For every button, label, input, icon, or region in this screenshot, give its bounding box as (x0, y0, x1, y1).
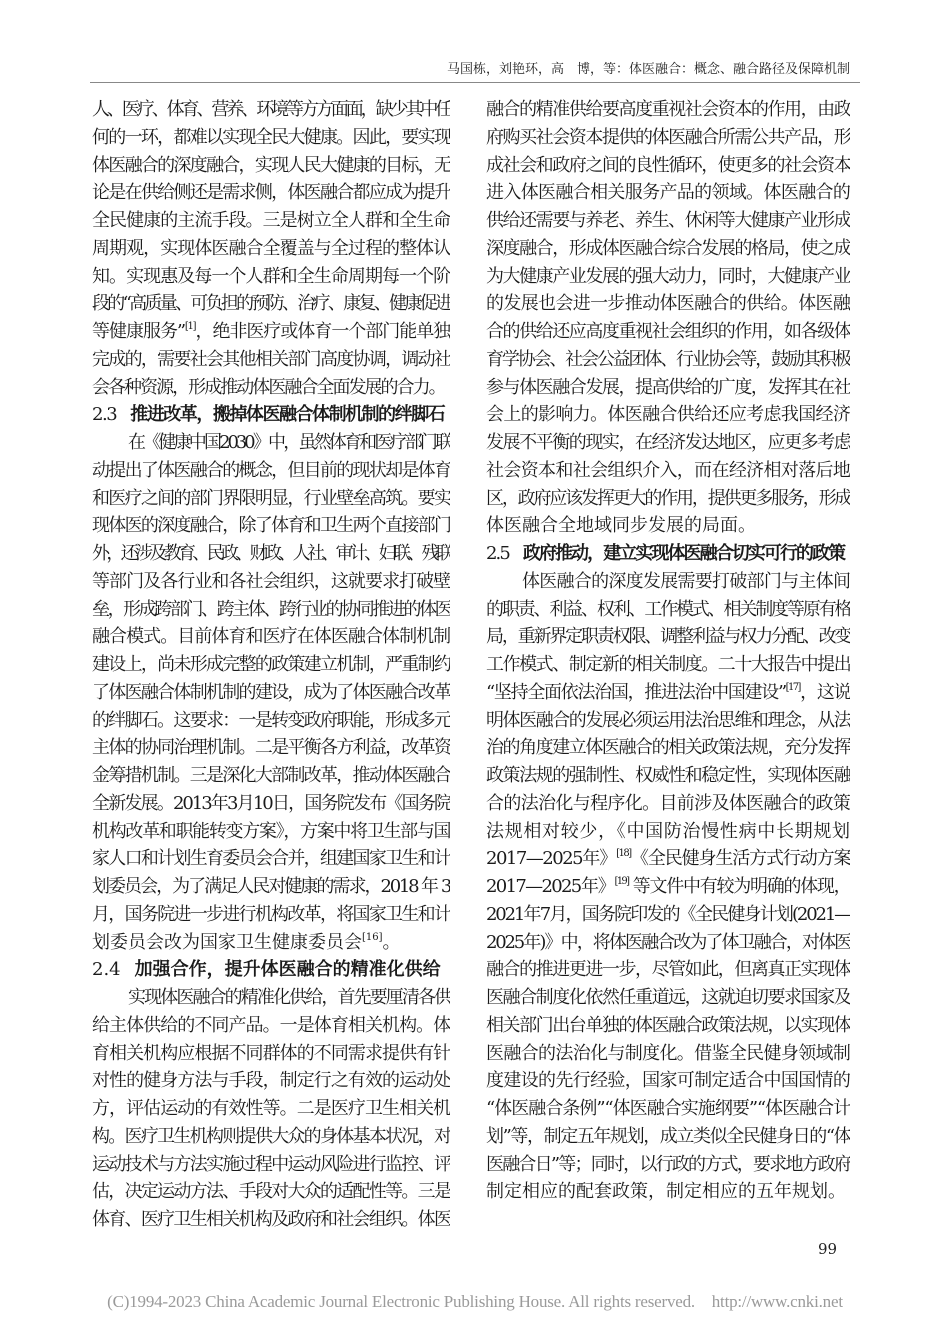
text-line (486, 956, 850, 984)
line-text: 外，还涉及教育、民政、财政、人社、审计、妇联、残联 (92, 543, 450, 564)
line-text: 构。医疗卫生机构则提供大众的身体基本状况，对 (92, 1125, 450, 1147)
line-text: 全民健康的主流手段。三是树立全人群和全生命 (92, 210, 450, 231)
text-line (486, 124, 850, 152)
line-text: ，这说 (799, 681, 850, 703)
line-text: 运动技术与方法实施过程中运动风险进行监控、评 (92, 1153, 450, 1175)
section-title: 加强合作，提升体医融合的精准化供给 (134, 959, 441, 981)
citation-ref: [18] (616, 848, 631, 860)
text-line (92, 235, 450, 263)
line-text: “坚持全面依法治国，推进法治中国建设” (486, 681, 786, 703)
text-line (486, 512, 850, 540)
text-line (92, 179, 450, 207)
text-line (92, 263, 450, 291)
line-text: 现体医的深度融合，除了体育和卫生两个直接部门 (92, 515, 450, 537)
text-line (486, 152, 850, 180)
line-text: 进入体医融合相关服务产品的领域。体医融合的 (486, 182, 850, 204)
line-text: 局，重新界定职责权限、调整利益与权力分配、改变 (486, 626, 850, 648)
text-line (486, 374, 850, 402)
citation-ref: [1] (184, 321, 196, 332)
line-text: 等健康服务” (92, 321, 185, 342)
line-text: 《全民健身生活方式行动方案 (630, 848, 850, 870)
section-number: 2.4 (92, 959, 121, 981)
line-text: 2025年)》中，将体医融合改为了体卫融合，对体医 (486, 931, 850, 953)
text-line (92, 845, 450, 873)
text-line (486, 568, 850, 596)
text-line (486, 1040, 850, 1068)
text-line (486, 263, 850, 291)
text-line (92, 929, 450, 957)
text-line (486, 651, 850, 679)
section-title: 政府推动，建立实现体医融合切实可行的政策 (522, 543, 845, 564)
text-line (486, 1095, 850, 1123)
line-text: 医融合日”等；同时，以行政的方式，要求地方政府 (486, 1153, 850, 1175)
text-line (486, 318, 850, 346)
text-line (486, 179, 850, 207)
line-text: 工作模式、制定新的相关制度。二十大报告中提出 (486, 654, 850, 675)
text-line (486, 734, 850, 762)
line-text: 划”等，制定五年规划，成立类似全民健身日的“体 (486, 1125, 850, 1147)
text-line (92, 318, 450, 346)
text-line (486, 845, 850, 873)
text-line (92, 818, 450, 846)
text-line (92, 540, 450, 568)
line-text: 金筹措机制。三是深化大部制改革，推动体医融合 (92, 765, 450, 786)
text-line (92, 762, 450, 790)
line-text: 度建设的先行经验，国家可制定适合中国国情的 (486, 1070, 850, 1092)
line-text: 融合的推进更进一步，尽管如此，但离真正实现体 (486, 959, 850, 981)
text-line (486, 1123, 850, 1151)
line-text: 育学协会、社会公益团体、行业协会等，鼓励其积极 (486, 348, 850, 370)
line-text: 论是在供给侧还是需求侧，体医融合都应成为提升 (92, 182, 450, 204)
line-text: 深度融合，形成体医融合综合发展的格局，使之成 (486, 237, 850, 259)
text-line (486, 1012, 850, 1040)
text-line (486, 429, 850, 457)
line-text: 2017—2025年》 (486, 848, 617, 870)
text-line (92, 290, 450, 318)
line-text: 会上的影响力。体医融合供给还应考虑我国经济 (486, 404, 850, 426)
line-text: 体医融合全地域同步发展的局面。 (486, 515, 756, 537)
section-number: 2.5 (486, 543, 509, 564)
text-line (92, 429, 450, 457)
line-text: 垒，形成跨部门、跨主体、跨行业的协同推进的体医 (92, 598, 450, 620)
line-text: 融合的精准供给要高度重视社会资本的作用，由政 (486, 99, 850, 120)
citation-ref: [19] (614, 876, 629, 887)
line-text: 建设上，尚未形成完整的政策建立机制，严重制约 (92, 654, 450, 675)
header-divider (90, 82, 860, 83)
section-title: 推进改革，搬掉体医融合体制机制的绊脚石 (130, 404, 445, 426)
text-line (92, 374, 450, 402)
text-line (486, 457, 850, 485)
line-text: 月，国务院进一步进行机构改革，将国家卫生和计 (92, 903, 450, 925)
text-line (486, 207, 850, 235)
line-text: 划委员会，为了满足人民对健康的需求，2018 年 3 (92, 876, 450, 897)
section-heading (486, 540, 850, 568)
line-text: 等文件中有较为明确的体现， (628, 876, 850, 897)
running-head: 马国栋，刘艳环，高 博，等：体医融合：概念、融合路径及保障机制 (446, 62, 850, 77)
text-line (92, 568, 450, 596)
line-text: 社会资本和社会组织介入，而在经济相对落后地 (486, 459, 850, 481)
line-text: 育相关机构应根据不同群体的不同需求提供有针 (92, 1042, 450, 1064)
line-text: 等部门及各行业和各社会组织，这就要求打破壁 (92, 570, 450, 592)
text-line (486, 485, 850, 513)
text-line (92, 734, 450, 762)
text-line (92, 984, 450, 1012)
line-text: 融合模式。目前体育和医疗在体医融合体制机制 (92, 626, 450, 648)
line-text: 法规相对较少，《中国防治慢性病中长期规划 (486, 820, 850, 842)
line-text: 医融合的法治化与制度化。借鉴全民健身领域制 (486, 1042, 850, 1064)
line-text: 段的“高质量、可负担的预防、治疗、康复、健康促进 (92, 293, 450, 315)
line-text: 的职责、利益、权利、工作模式、相关制度等原有格 (486, 598, 850, 620)
text-line (92, 596, 450, 624)
line-text: 政策法规的强制性、权威性和稳定性，实现体医融 (486, 765, 850, 786)
text-line (486, 818, 850, 846)
line-text: 动提出了体医融合的概念，但目前的现状却是体育 (92, 459, 450, 481)
text-line (486, 873, 850, 901)
line-text: 周期观，实现体医融合全覆盖与全过程的整体认 (92, 237, 450, 259)
text-line (486, 707, 850, 735)
line-text: 治的角度建立体医融合的相关政策法规，充分发挥 (486, 737, 850, 759)
text-line (92, 207, 450, 235)
line-text: 何的一环，都难以实现全民大健康。因此，要实现 (92, 126, 450, 148)
line-text: 2021年7月，国务院印发的《全民健身计划(2021— (486, 903, 850, 925)
text-line (486, 596, 850, 624)
text-line (92, 1012, 450, 1040)
line-text: 制定相应的配套政策，制定相应的五年规划。 (486, 1181, 846, 1203)
line-text: 相关部门出台单独的体医融合政策法规，以实现体 (486, 1014, 850, 1036)
text-line (486, 1067, 850, 1095)
line-text: 对性的健身方法与手段，制定行之有效的运动处 (92, 1070, 450, 1092)
left-column (92, 96, 450, 1234)
line-text: 在《健康中国2030》中，虽然体育和医疗部门联 (128, 432, 450, 453)
text-line (486, 929, 850, 957)
text-line (486, 96, 850, 124)
section-number: 2.3 (92, 404, 117, 426)
text-line (92, 1123, 450, 1151)
citation-ref: [17] (785, 681, 800, 693)
line-text: 供给还需要与养老、养生、休闲等大健康产业形成 (486, 210, 850, 231)
line-text: 全新发展。2013年3月10日，国务院发布《国务院 (92, 792, 450, 814)
line-text: 发展不平衡的现实，在经济发达地区，应更多考虑 (486, 432, 850, 453)
line-text: 为大健康产业发展的强大动力，同时，大健康产业 (486, 265, 850, 287)
line-text: 区，政府应该发挥更大的作用，提供更多服务，形成 (486, 487, 850, 509)
line-text: 估，决定运动方法、手段对大众的适配性等。三是 (92, 1181, 450, 1203)
text-line (92, 1206, 450, 1234)
text-line (486, 901, 850, 929)
line-text: 体医融合的深度发展需要打破部门与主体间 (522, 570, 850, 592)
line-text: 成社会和政府之间的良性循环，使更多的社会资本 (486, 154, 850, 176)
line-text: 知。实现惠及每一个人群和全生命周期每一个阶 (92, 265, 450, 287)
line-text: 体育、医疗卫生相关机构及政府和社会组织。体医 (92, 1209, 450, 1230)
line-text: 参与体医融合发展，提高供给的广度，发挥其在社 (486, 376, 850, 398)
text-line (92, 485, 450, 513)
section-heading (92, 956, 450, 984)
text-line (92, 152, 450, 180)
citation-ref: [16] (362, 931, 383, 943)
text-line (486, 401, 850, 429)
line-text: 府购买社会资本提供的体医融合所需公共产品，形 (486, 126, 850, 148)
text-line (92, 651, 450, 679)
text-line (92, 457, 450, 485)
line-text: 人、医疗、体育、营养、环境等方方面面，缺少其中任 (92, 99, 450, 120)
line-text: 主体的协同治理机制。二是平衡各方利益，改革资 (92, 737, 450, 759)
line-text: 完成的，需要社会其他相关部门高度协调，调动社 (92, 348, 450, 370)
line-text: 合的法治化与程序化。目前涉及体医融合的政策 (486, 792, 850, 814)
text-line (486, 623, 850, 651)
line-text: “体医融合条例”“体医融合实施纲要”“体医融合计 (486, 1098, 850, 1119)
text-line (92, 1067, 450, 1095)
line-text: 和医疗之间的部门界限明显，行业壁垒高筑。要实 (92, 487, 450, 509)
line-text: 的绊脚石。这要求：一是转变政府职能，形成多元 (92, 709, 450, 731)
line-text: 明体医融合的发展必须运用法治思维和理念，从法 (486, 709, 850, 731)
text-line (92, 1151, 450, 1179)
line-text: 。 (382, 931, 401, 953)
text-line (486, 679, 850, 707)
page-number: 99 (818, 1240, 838, 1258)
line-text: 划委员会改为国家卫生健康委员会 (92, 931, 362, 953)
text-line (92, 679, 450, 707)
text-line (92, 707, 450, 735)
line-text: 了体医融合体制机制的建设，成为了体医融合改革 (92, 681, 450, 703)
text-line (486, 1178, 850, 1206)
text-line (486, 984, 850, 1012)
line-text: 医融合制度化依然任重道远，这就迫切要求国家及 (486, 987, 850, 1008)
text-line (486, 1151, 850, 1179)
text-line (486, 235, 850, 263)
text-line (92, 346, 450, 374)
line-text: 体医融合的深度融合，实现人民大健康的目标，无 (92, 154, 450, 176)
text-line (92, 96, 450, 124)
line-text: 机构改革和职能转变方案》，方案中将卫生部与国 (92, 820, 450, 842)
text-line (92, 1040, 450, 1068)
text-line (486, 290, 850, 318)
text-line (92, 873, 450, 901)
copyright-footer: (C)1994-2023 China Academic Journal Electronic Publishing House. All rights reserved. http://www.cnki.net (107, 1292, 843, 1311)
line-text: 会各种资源，形成推动体医融合全面发展的合力。 (92, 376, 445, 398)
line-text: 合的供给还应高度重视社会组织的作用，如各级体 (486, 321, 850, 342)
text-line (92, 623, 450, 651)
line-text: 的发展也会进一步推动体医融合的供给。体医融 (486, 293, 850, 315)
text-line (92, 1178, 450, 1206)
text-line (92, 512, 450, 540)
text-line (486, 762, 850, 790)
line-text: 给主体供给的不同产品。一是体育相关机构。体 (92, 1014, 450, 1036)
text-line (486, 346, 850, 374)
right-column (486, 96, 850, 1206)
text-line (92, 1095, 450, 1123)
text-line (92, 790, 450, 818)
line-text: 2017—2025年》 (486, 876, 615, 897)
section-heading (92, 401, 450, 429)
text-line (92, 901, 450, 929)
line-text: 家人口和计划生育委员会合并，组建国家卫生和计 (92, 848, 450, 870)
line-text: 方，评估运动的有效性等。二是医疗卫生相关机 (92, 1098, 450, 1119)
line-text: ，绝非医疗或体育一个部门能单独 (195, 321, 450, 342)
text-line (486, 790, 850, 818)
text-line (92, 124, 450, 152)
line-text: 实现体医融合的精准化供给，首先要厘清各供 (128, 987, 450, 1008)
